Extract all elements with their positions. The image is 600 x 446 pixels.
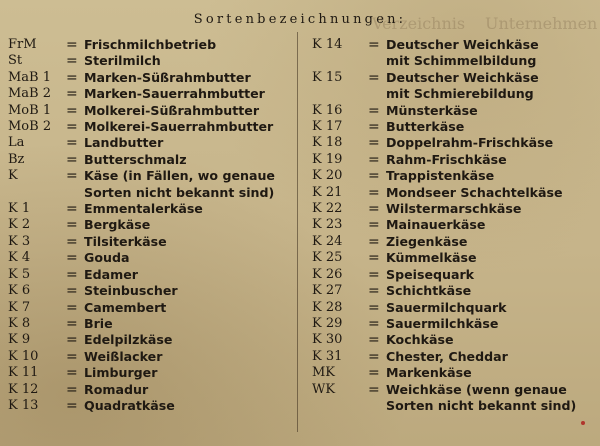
list-item [312,250,597,266]
column-divider [297,32,298,432]
description-text: Molkerei-Sauerrahmbutter [84,119,274,135]
list-item [8,267,296,283]
equals-sign: = [368,365,380,382]
list-item [312,300,597,316]
description-text: Molkerei-Süßrahmbutter [84,102,260,118]
equals-sign: = [66,381,78,398]
list-item [8,250,296,266]
description-text: Chester, Cheddar [386,348,508,364]
equals-sign: = [66,37,78,53]
description-text: Landbutter [84,135,164,151]
equals-sign: = [66,53,78,70]
description-text: Ziegenkäse [386,233,468,249]
code-label: MaB 2 [8,86,52,102]
equals-sign: = [66,102,78,119]
list-item [8,316,296,332]
equals-sign: = [368,217,380,234]
list-item [312,349,597,365]
list-item [312,103,597,119]
equals-sign: = [66,365,78,382]
description-text: Käse (in Fällen, wo genaue Sorten nicht bekannt sind) [84,168,275,200]
code-label: K 18 [312,135,343,151]
equals-sign: = [368,69,380,86]
equals-sign: = [66,348,78,365]
code-label: WK [312,381,336,397]
equals-sign: = [368,168,380,185]
description-text: Limburger [84,365,158,381]
description-text: Deutscher Weichkäse mit Schmierebildung [386,69,539,102]
list-item [8,119,296,135]
code-label: K 17 [312,119,343,135]
equals-sign: = [66,168,78,185]
list-item [8,283,296,299]
equals-sign: = [368,283,380,300]
equals-sign: = [66,283,78,300]
code-label: MoB 1 [8,102,52,118]
code-label: Bz [8,151,25,167]
code-label: K 8 [8,315,31,331]
equals-sign: = [66,266,78,283]
list-item [8,217,296,233]
description-text: Markenkäse [386,365,472,381]
equals-sign: = [66,119,78,136]
description-text: Doppelrahm-Frischkäse [386,135,554,151]
description-text: Emmentalerkäse [84,201,203,217]
equals-sign: = [368,381,380,398]
code-label: K 9 [8,332,31,348]
equals-sign: = [66,69,78,86]
ink-spot [581,421,585,425]
list-item [8,37,296,53]
description-text: Mondseer Schachtelkäse [386,184,563,200]
list-item [312,201,597,217]
description-text: Marken-Süßrahmbutter [84,69,251,85]
equals-sign: = [368,184,380,201]
description-text: Edelpilzkäse [84,332,173,348]
description-text: Trappistenkäse [386,168,495,184]
code-label: K 27 [312,283,343,299]
list-item [312,382,597,415]
description-text: Sterilmilch [84,53,161,69]
equals-sign: = [368,233,380,250]
list-item [8,332,296,348]
code-label: K 29 [312,315,343,331]
description-text: Kochkäse [386,332,454,348]
code-label: FrM [8,37,37,52]
code-label: K 31 [312,348,343,364]
equals-sign: = [66,86,78,103]
right-column [312,37,597,414]
description-text: Schichtkäse [386,283,472,299]
code-label: K 19 [312,151,343,167]
list-item [8,201,296,217]
equals-sign: = [66,233,78,250]
description-text: Marken-Sauerrahmbutter [84,86,265,102]
list-item [8,53,296,69]
equals-sign: = [368,102,380,119]
list-item [8,168,296,201]
code-label: K 20 [312,168,343,184]
code-label: K 13 [8,397,39,413]
equals-sign: = [66,201,78,218]
description-text: Weißlacker [84,348,163,364]
equals-sign: = [368,315,380,332]
code-label: K 25 [312,250,343,266]
equals-sign: = [66,151,78,168]
code-label: K 6 [8,283,31,299]
list-item [8,349,296,365]
list-item [312,365,597,381]
description-text: Sauermilchkäse [386,315,499,331]
description-text: Butterkäse [386,119,465,135]
bleed-through-text: Verzeichnis [372,14,466,33]
list-item [312,135,597,151]
equals-sign: = [368,151,380,168]
description-text: Rahm-Frischkäse [386,151,507,167]
list-item [312,37,597,70]
code-label: K 12 [8,381,39,397]
code-label: MaB 1 [8,69,52,85]
code-label: K 7 [8,299,31,315]
code-label: St [8,53,23,69]
code-label: K 10 [8,348,39,364]
equals-sign: = [66,332,78,349]
equals-sign: = [368,332,380,349]
equals-sign: = [66,397,78,414]
description-text: Romadur [84,381,149,397]
equals-sign: = [368,37,380,53]
description-text: Quadratkäse [84,397,175,413]
list-item [8,135,296,151]
description-text: Frischmilchbetrieb [84,37,217,52]
list-item [312,152,597,168]
equals-sign: = [368,299,380,316]
code-label: K 21 [312,184,343,200]
equals-sign: = [368,119,380,136]
list-item [312,283,597,299]
left-column [8,37,296,414]
code-label: MK [312,365,336,381]
page-title: Sortenbezeichnungen: [193,12,407,27]
description-text: Brie [84,315,113,331]
code-label: K 16 [312,102,343,118]
list-item [8,398,296,414]
list-item [312,267,597,283]
list-item [312,70,597,103]
code-label: K 3 [8,233,31,249]
code-label: K 30 [312,332,343,348]
code-label: K 26 [312,266,343,282]
code-label: K 2 [8,217,31,233]
description-text: Wilstermarschkäse [386,201,522,217]
description-text: Speisequark [386,266,475,282]
description-text: Deutscher Weichkäse mit Schimmelbildung [386,37,539,69]
description-text: Münsterkäse [386,102,478,118]
description-text: Tilsiterkäse [84,233,167,249]
code-label: K 23 [312,217,343,233]
description-text: Weichkäse (wenn genaue Sorten nicht bekannt sind) [386,381,577,413]
code-label: K 11 [8,365,39,381]
list-item [8,365,296,381]
list-item [8,103,296,119]
equals-sign: = [368,250,380,267]
equals-sign: = [66,299,78,316]
code-label: K 1 [8,201,31,217]
equals-sign: = [368,135,380,152]
code-label: K [8,168,18,184]
code-label: K 14 [312,37,343,52]
code-label: MoB 2 [8,119,52,135]
bleed-through-text: Unternehmen [485,14,598,33]
code-label: K 24 [312,233,343,249]
code-label: K 28 [312,299,343,315]
code-label: K 15 [312,69,343,85]
description-text: Gouda [84,250,130,266]
description-text: Kümmelkäse [386,250,477,266]
list-item [8,300,296,316]
list-item [8,86,296,102]
code-label: La [8,135,25,151]
list-item [8,152,296,168]
equals-sign: = [368,201,380,218]
list-item [312,217,597,233]
description-text: Bergkäse [84,217,151,233]
list-item [312,168,597,184]
description-text: Butterschmalz [84,151,187,167]
list-item [312,185,597,201]
equals-sign: = [368,266,380,283]
description-text: Sauermilchquark [386,299,507,315]
list-item [8,382,296,398]
list-item [8,234,296,250]
list-item [312,234,597,250]
equals-sign: = [368,348,380,365]
equals-sign: = [66,315,78,332]
list-item [312,332,597,348]
description-text: Camembert [84,299,167,315]
list-item [312,119,597,135]
description-text: Edamer [84,266,138,282]
equals-sign: = [66,135,78,152]
code-label: K 4 [8,250,31,266]
code-label: K 5 [8,266,31,282]
description-text: Steinbuscher [84,283,178,299]
list-item [8,70,296,86]
list-item [312,316,597,332]
equals-sign: = [66,217,78,234]
equals-sign: = [66,250,78,267]
description-text: Mainauerkäse [386,217,486,233]
code-label: K 22 [312,201,343,217]
